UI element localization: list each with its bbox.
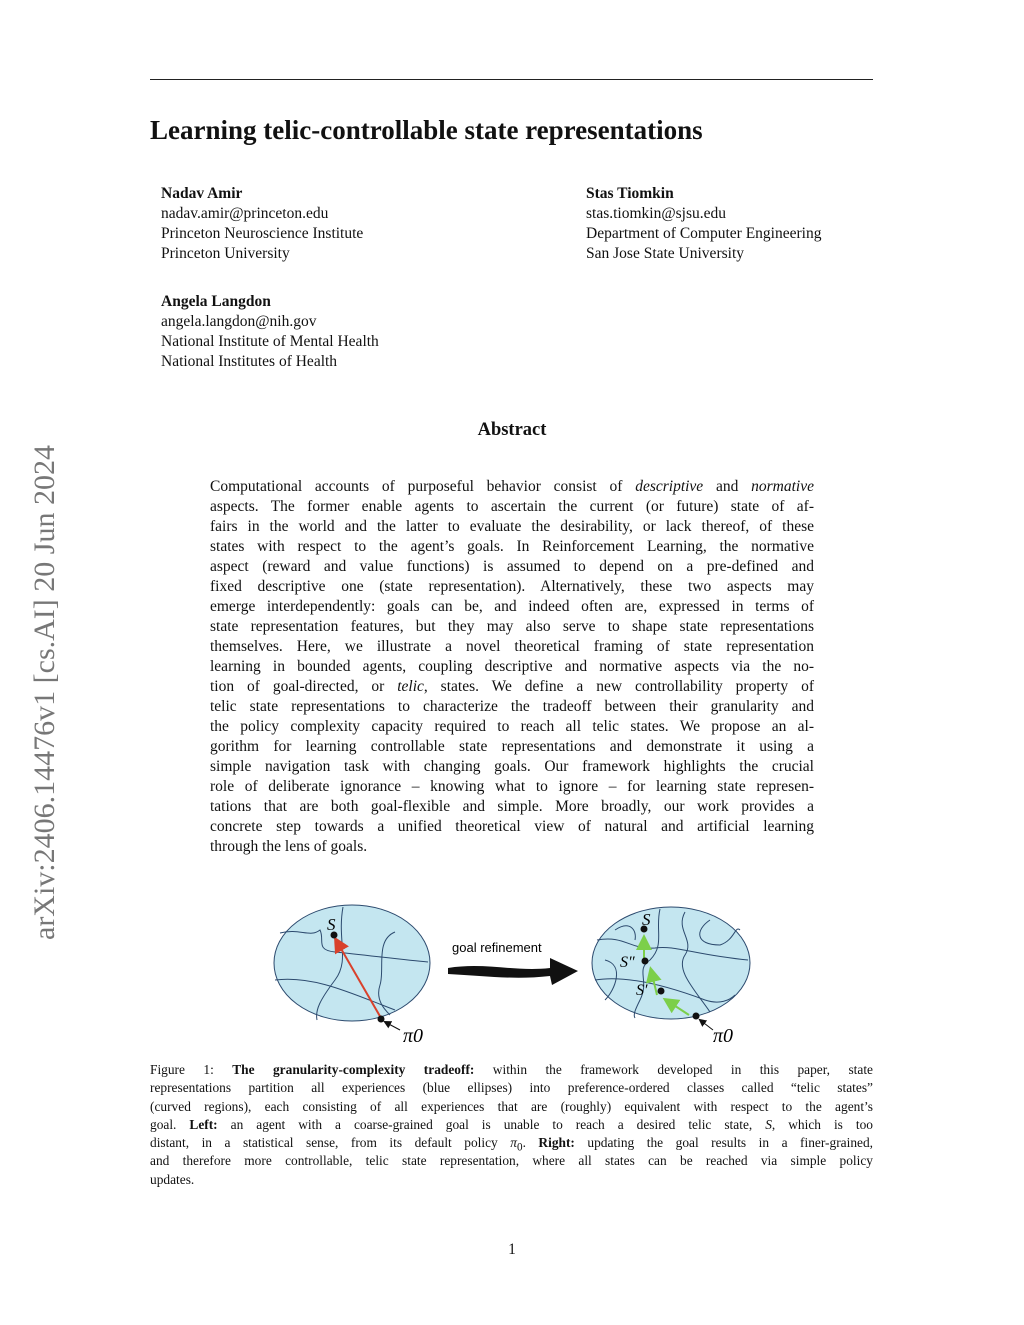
- right-ellipse: [592, 907, 750, 1030]
- abstract-line: fairs in the world and the latter to evaluate the desirability, or lack thereof, of these: [210, 518, 814, 535]
- left-ellipse: [274, 905, 430, 1030]
- author-name: Stas Tiomkin: [586, 185, 674, 202]
- author-email[interactable]: stas.tiomkin@sjsu.edu: [586, 205, 726, 222]
- author-name: Nadav Amir: [161, 185, 243, 202]
- abstract-line: themselves. Here, we illustrate a novel theoretical framing of state representation: [210, 638, 814, 655]
- caption-line: Figure 1: The granularity-complexity tradeoff: within the framework developed in this paper, state: [150, 1062, 873, 1077]
- author-email[interactable]: nadav.amir@princeton.edu: [161, 205, 329, 222]
- abstract-heading: Abstract: [477, 420, 547, 440]
- abstract-line: simple navigation task with changing goals. Our framework highlights the crucial: [210, 758, 814, 775]
- author-affiliation: Department of Computer Engineering: [586, 225, 822, 242]
- author-email[interactable]: angela.langdon@nih.gov: [161, 313, 317, 330]
- author-affiliation: San Jose State University: [586, 245, 744, 262]
- abstract-line: concrete step towards a unified theoretical view of natural and artificial learning: [210, 818, 814, 835]
- figure-diagram: [265, 900, 755, 1050]
- author-block: [161, 184, 363, 264]
- abstract-line: tion of goal-directed, or telic, states. We define a new controllability property of: [210, 678, 814, 695]
- abstract-line: through the lens of goals.: [210, 838, 368, 855]
- author-affiliation: Princeton University: [161, 245, 290, 262]
- abstract-line: states with respect to the agent’s goals. In Reinforcement Learning, the normative: [210, 538, 814, 555]
- abstract-line: gorithm for learning controllable state representations and demonstrate it using a: [210, 738, 814, 755]
- abstract-line: Computational accounts of purposeful behavior consist of descriptive and normative: [210, 478, 814, 495]
- right-s2-label: S″: [620, 954, 635, 971]
- paper-title: Learning telic-controllable state representations: [150, 115, 703, 145]
- caption-line: updates.: [150, 1171, 195, 1187]
- arxiv-stamp: arXiv:2406.14476v1 [cs.AI] 20 Jun 2024: [28, 445, 61, 940]
- author-affiliation: Princeton Neuroscience Institute: [161, 225, 364, 242]
- abstract-line: telic state representations to characterize the tradeoff between their granularity and: [210, 698, 814, 715]
- abstract-line: aspects. The former enable agents to ascertain the current (or future) state of af-: [210, 498, 814, 515]
- refinement-arrow-icon: [448, 958, 578, 985]
- abstract-line: aspect (reward and value functions) is assumed to depend on a pre-defined and: [210, 558, 814, 575]
- figure-caption: [150, 1061, 873, 1189]
- abstract-line: learning in bounded agents, coupling descriptive and normative aspects via the no-: [210, 658, 814, 675]
- arrow-label: goal refinement: [452, 940, 542, 955]
- abstract-line: role of deliberate ignorance – knowing what to ignore – for learning state represen-: [210, 778, 814, 795]
- right-policy-label: π0: [713, 1025, 734, 1047]
- left-goal-label: S: [327, 915, 336, 934]
- abstract-line: the policy complexity capacity required to reach all telic states. We propose an al-: [210, 718, 814, 735]
- right-s1-label: S′: [636, 982, 648, 999]
- caption-line: distant, in a statistical sense, from its default policy $\pi_0$. Right: updating the goal results in a finer-grained,: [150, 1135, 874, 1154]
- abstract-line: fixed descriptive one (state representation). Alternatively, these two aspects may: [210, 578, 814, 595]
- header-rule: [150, 79, 873, 80]
- caption-line: (curved regions), each consisting of all experiences that are (roughly) equivalent with respect to the agent’s: [150, 1098, 873, 1114]
- caption-line: and therefore more controllable, telic state representation, where all states can be reached via simple policy: [150, 1153, 873, 1169]
- abstract-body: [210, 477, 814, 857]
- abstract-line: tations that are both goal-flexible and simple. More broadly, our work provides a: [210, 798, 814, 815]
- author-block: [586, 184, 821, 264]
- author-affiliation: National Institutes of Health: [161, 353, 338, 370]
- author-name: Angela Langdon: [161, 293, 271, 310]
- abstract-line: emerge interdependently: goals can be, and indeed often are, expressed in terms of: [210, 598, 814, 615]
- abstract-line: state representation features, but they may also serve to shape state representations: [210, 618, 814, 635]
- right-goal-label: S: [642, 910, 651, 929]
- author-affiliation: National Institute of Mental Health: [161, 333, 379, 350]
- caption-line: representations partition all experiences (blue ellipses) into preference-ordered classes called “telic states”: [150, 1080, 873, 1096]
- author-block: [161, 292, 379, 372]
- left-policy-label: π0: [403, 1025, 424, 1047]
- figure-1: [265, 900, 755, 1055]
- caption-line: goal. Left: an agent with a coarse-grained goal is unable to reach a desired telic state, S, which is too: [150, 1116, 873, 1132]
- page-number: 1: [508, 1241, 516, 1258]
